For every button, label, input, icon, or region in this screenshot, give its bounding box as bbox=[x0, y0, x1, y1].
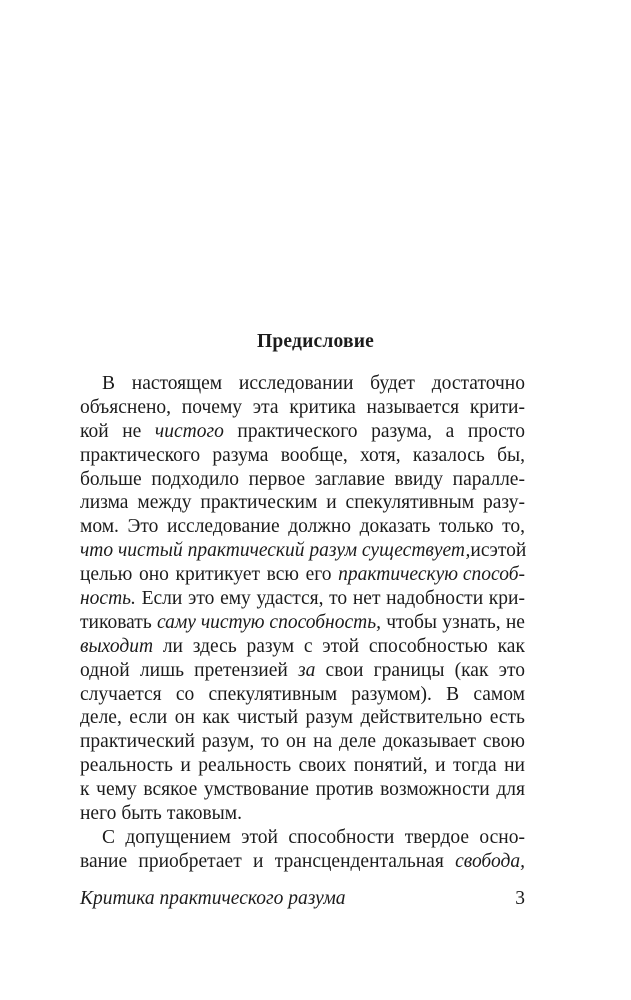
paragraph bbox=[80, 826, 525, 874]
italic-phrase: выходит bbox=[80, 635, 154, 657]
word: критика bbox=[289, 396, 356, 418]
word: должно bbox=[288, 516, 352, 538]
word: мом. bbox=[80, 516, 119, 538]
word: первое bbox=[248, 468, 306, 490]
text-line bbox=[80, 563, 525, 587]
word: паралле- bbox=[452, 468, 525, 490]
word: есть bbox=[489, 707, 525, 729]
italic-phrase: что чистый практический разум существует, bbox=[80, 540, 471, 562]
paragraph bbox=[80, 372, 525, 826]
word: как bbox=[497, 635, 525, 657]
word: ли bbox=[162, 635, 183, 657]
word: всякое bbox=[143, 779, 198, 801]
text-line bbox=[80, 850, 525, 874]
word: В bbox=[102, 373, 116, 394]
word: вание bbox=[80, 850, 128, 872]
word: лишь bbox=[139, 659, 184, 681]
word: разум, bbox=[201, 731, 255, 753]
text-line bbox=[80, 683, 525, 707]
word: действительно bbox=[360, 707, 483, 729]
word: разума bbox=[212, 444, 269, 466]
word: и bbox=[253, 850, 264, 872]
word: самом bbox=[473, 683, 525, 705]
italic-phrase: саму чистую способность, bbox=[156, 611, 381, 633]
word: этой bbox=[489, 540, 527, 562]
word: он bbox=[286, 731, 307, 753]
word: между bbox=[137, 492, 192, 514]
word: достаточно bbox=[431, 373, 525, 394]
word: хотя, bbox=[360, 444, 401, 466]
text-line bbox=[80, 826, 525, 850]
word: объяснено, bbox=[80, 396, 172, 418]
word: и bbox=[470, 540, 481, 562]
word: осно- bbox=[479, 826, 525, 848]
word: случается bbox=[80, 683, 162, 705]
word: исследовании bbox=[238, 373, 354, 394]
word: против bbox=[315, 779, 374, 801]
word: это bbox=[498, 659, 525, 681]
word: Это bbox=[127, 516, 159, 538]
word: просто bbox=[467, 420, 525, 442]
word: всю bbox=[266, 564, 299, 586]
word: разум bbox=[246, 635, 295, 657]
text-line bbox=[80, 730, 525, 754]
word: разума, bbox=[371, 420, 433, 442]
italic-phrase: чистого bbox=[154, 420, 224, 442]
word: вообще, bbox=[280, 444, 348, 466]
text-line bbox=[80, 635, 525, 659]
page-footer bbox=[80, 887, 525, 911]
word: ему bbox=[220, 588, 251, 610]
text-line bbox=[80, 706, 525, 730]
word: со bbox=[175, 683, 195, 705]
word: больше bbox=[80, 468, 142, 490]
word: способности bbox=[288, 826, 395, 848]
word: твердое bbox=[404, 826, 470, 848]
word: с bbox=[480, 540, 490, 562]
word: практический bbox=[80, 731, 195, 753]
word: надобности bbox=[386, 588, 484, 610]
word: и bbox=[180, 755, 191, 777]
word: границы bbox=[373, 659, 445, 681]
word: узнать, bbox=[442, 611, 501, 633]
text-line bbox=[80, 420, 525, 444]
word: эта bbox=[252, 396, 279, 418]
word: почему bbox=[181, 396, 243, 418]
word: понятий, bbox=[353, 755, 428, 777]
italic-phrase: за bbox=[298, 659, 316, 681]
chapter-heading: Предисловие bbox=[257, 331, 374, 352]
word: (как bbox=[454, 659, 489, 681]
word: и bbox=[326, 492, 337, 514]
word: будет bbox=[370, 373, 415, 394]
word: практическим bbox=[200, 492, 318, 514]
page-number: 3 bbox=[515, 888, 525, 909]
word: практического bbox=[80, 444, 201, 466]
text-line bbox=[80, 611, 525, 635]
word: тогда bbox=[453, 755, 497, 777]
word: таковым. bbox=[166, 803, 242, 825]
word: кри- bbox=[488, 588, 525, 610]
word: доказать bbox=[359, 516, 431, 538]
word: критикует bbox=[175, 564, 260, 586]
word: только bbox=[438, 516, 494, 538]
italic-phrase: практическую способ- bbox=[338, 564, 525, 586]
text-line bbox=[80, 587, 525, 611]
word: заглавие bbox=[314, 468, 385, 490]
word: трансцендентальная bbox=[274, 850, 444, 872]
italic-phrase: свобода, bbox=[455, 850, 525, 872]
word: это bbox=[188, 588, 215, 610]
word: быть bbox=[121, 803, 162, 825]
word: лизма bbox=[80, 492, 129, 514]
word: исследование bbox=[166, 516, 280, 538]
text-line bbox=[80, 539, 525, 563]
word: деле, bbox=[80, 707, 122, 729]
word: нет bbox=[352, 588, 381, 610]
word: деле bbox=[339, 731, 377, 753]
word: удастся, bbox=[256, 588, 324, 610]
word: для bbox=[496, 779, 525, 801]
word: этой bbox=[241, 826, 278, 848]
word: приобретает bbox=[138, 850, 242, 872]
word: его bbox=[305, 564, 332, 586]
word: С bbox=[102, 826, 116, 848]
word: спекулятивным bbox=[345, 492, 475, 514]
text-line bbox=[80, 396, 525, 420]
text-line bbox=[80, 372, 525, 396]
text-line bbox=[80, 802, 525, 826]
word: с bbox=[303, 635, 313, 657]
text-line bbox=[80, 491, 525, 515]
word: претензией bbox=[194, 659, 288, 681]
word: а bbox=[445, 420, 455, 442]
word: разум bbox=[305, 707, 353, 729]
word: казалось bbox=[412, 444, 485, 466]
word: не bbox=[505, 611, 525, 633]
word: этой bbox=[322, 635, 360, 657]
word: ни bbox=[504, 755, 525, 777]
word: своих bbox=[298, 755, 347, 777]
word: чтобы bbox=[386, 611, 438, 633]
word: спекулятивным bbox=[208, 683, 338, 705]
word: он bbox=[174, 707, 195, 729]
word: то bbox=[329, 588, 348, 610]
word: реальность bbox=[80, 755, 173, 777]
word: подходило bbox=[151, 468, 239, 490]
word: Если bbox=[141, 588, 183, 610]
word: кой bbox=[80, 420, 109, 442]
word: чему bbox=[96, 779, 137, 801]
word: одной bbox=[80, 659, 130, 681]
word: целью bbox=[80, 564, 133, 586]
text-line bbox=[80, 468, 525, 492]
word: свою bbox=[482, 731, 525, 753]
word: не bbox=[122, 420, 142, 442]
word: ввиду bbox=[394, 468, 444, 490]
word: тиковать bbox=[80, 611, 152, 633]
word: как bbox=[202, 707, 230, 729]
word: здесь bbox=[192, 635, 237, 657]
word: и bbox=[435, 755, 446, 777]
word: практического bbox=[237, 420, 358, 442]
word: крити- bbox=[469, 396, 525, 418]
word: умствование bbox=[203, 779, 309, 801]
word: чистый bbox=[237, 707, 299, 729]
text-line bbox=[80, 515, 525, 539]
word: то bbox=[261, 731, 280, 753]
word: возможности bbox=[380, 779, 490, 801]
word: то, bbox=[502, 516, 525, 538]
word: разу- bbox=[483, 492, 525, 514]
italic-phrase: ность. bbox=[80, 588, 136, 610]
text-line bbox=[80, 659, 525, 683]
word: В bbox=[446, 683, 460, 705]
text-line bbox=[80, 444, 525, 468]
word: свои bbox=[325, 659, 364, 681]
text-line bbox=[80, 754, 525, 778]
word: способностью bbox=[368, 635, 488, 657]
word: разумом). bbox=[351, 683, 432, 705]
word: него bbox=[80, 803, 117, 825]
word: реальность bbox=[198, 755, 292, 777]
word: если bbox=[129, 707, 168, 729]
running-title: Критика практического разума bbox=[80, 888, 346, 909]
word: допущением bbox=[125, 826, 231, 848]
word: доказывает bbox=[382, 731, 476, 753]
word: на bbox=[313, 731, 333, 753]
word: к bbox=[80, 779, 90, 801]
text-line bbox=[80, 778, 525, 802]
word: называется bbox=[366, 396, 460, 418]
word: настоящем bbox=[131, 373, 223, 394]
body-text bbox=[80, 372, 525, 874]
word: бы, bbox=[497, 444, 525, 466]
word: оно bbox=[138, 564, 169, 586]
